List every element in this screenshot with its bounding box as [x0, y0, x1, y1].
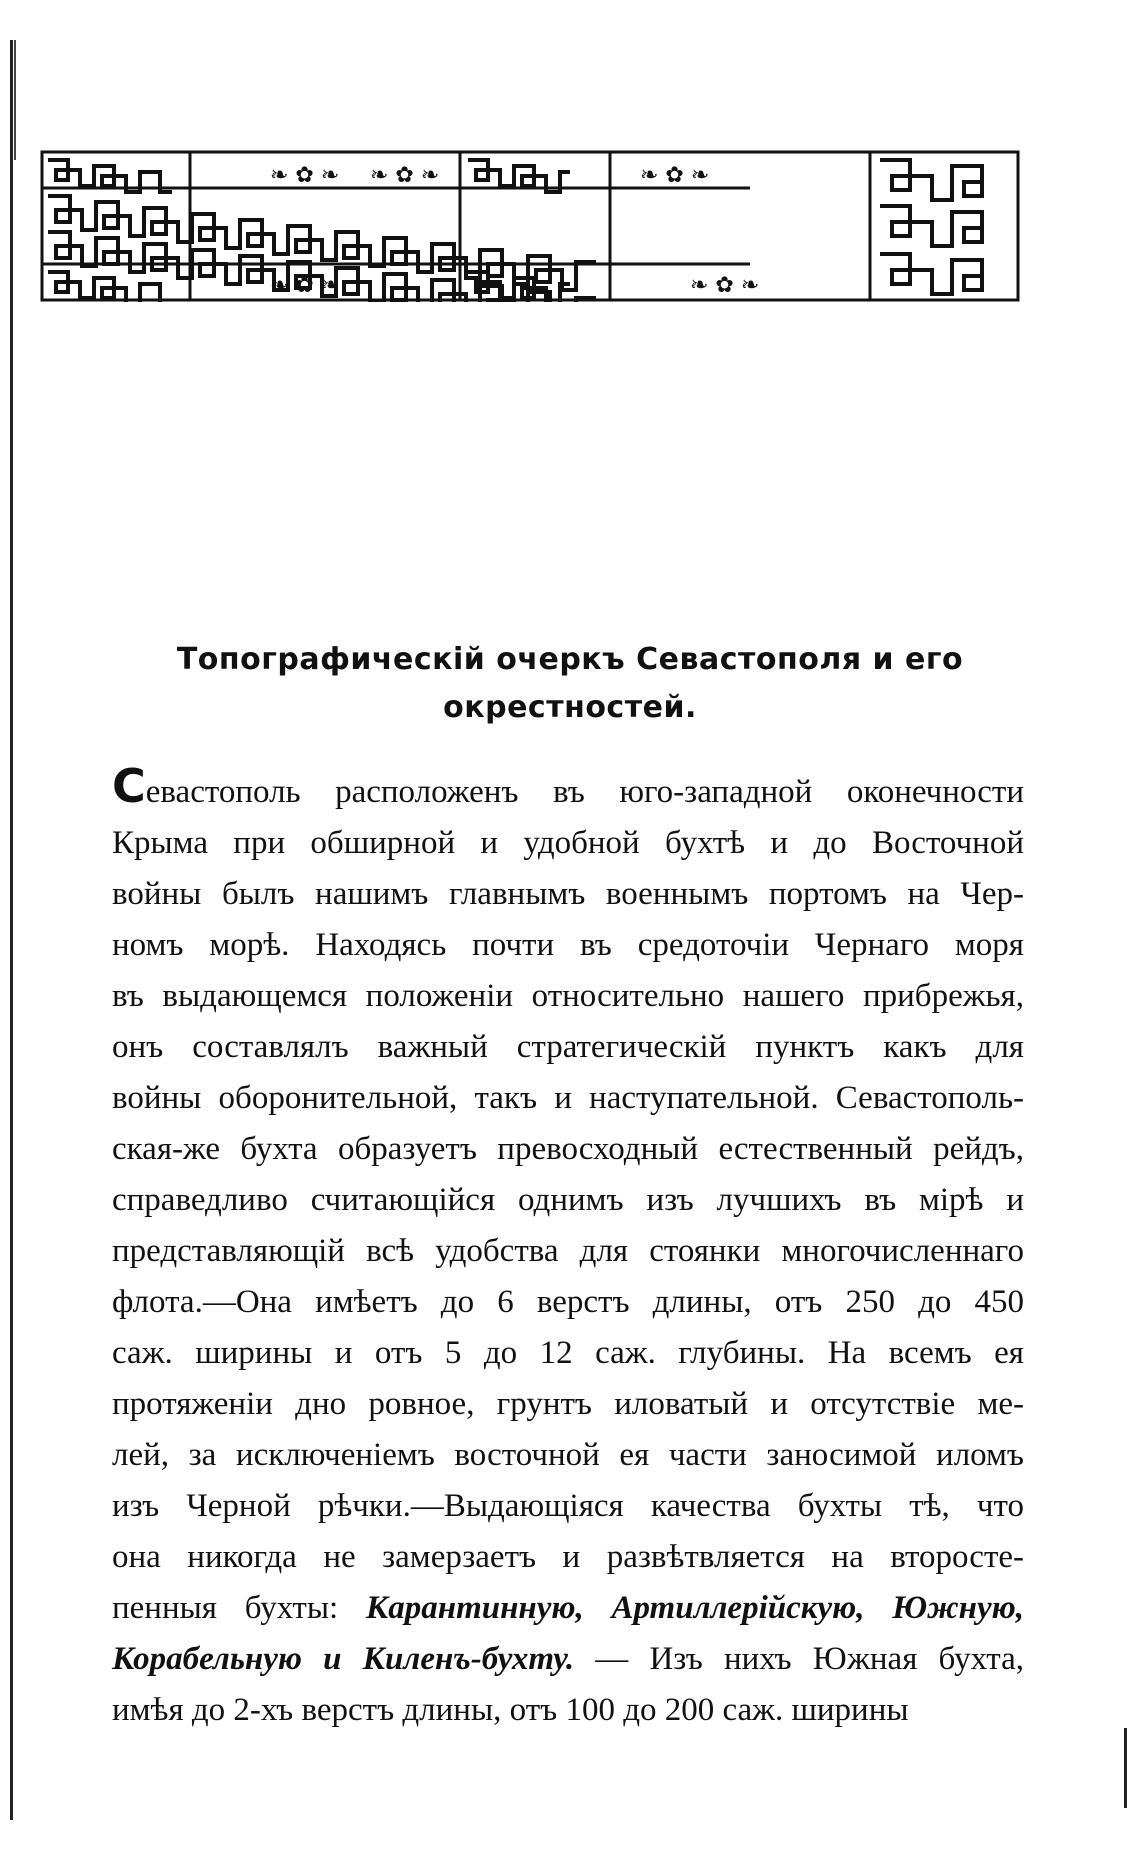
- text-line: имѣя до 2-хъ верстъ длины, отъ 100 до 200 саж. ширины: [112, 1692, 909, 1728]
- meander-bottom-left: [48, 272, 172, 302]
- text-line: саж. ширины и отъ 5 до 12 саж. глубины. На всемъ ея: [112, 1335, 1024, 1371]
- text-line: представляющій всѣ удобства для стоянки многочисленнаго: [112, 1233, 1024, 1269]
- text-line: Корабельную и Киленъ-бухту. — Изъ нихъ Южная бухта,: [112, 1641, 1024, 1677]
- body-paragraph: [112, 759, 1024, 1736]
- heading-line-1: Топографическій очеркъ Севастополя и его: [176, 642, 964, 677]
- floral-sprig-icon: ❧ ✿ ❧: [270, 163, 340, 188]
- text-line: справедливо считающійся однимъ изъ лучшихъ въ мірѣ и: [112, 1182, 1024, 1218]
- page-edge-left: [10, 40, 13, 1820]
- text-line: ская-же бухта образуетъ превосходный естественный рейдъ,: [112, 1131, 1024, 1167]
- heading-line-2: окрестностей.: [443, 690, 697, 725]
- text-line: Крыма при обширной и удобной бухтѣ и до Восточной: [112, 825, 1024, 861]
- text-line: войны оборонительной, такъ и наступательной. Севастополь-: [112, 1080, 1024, 1116]
- text-line: пенныя бухты: Карантинную, Артиллерійскую, Южную,: [112, 1590, 1024, 1626]
- article-heading: [70, 636, 1070, 732]
- ornamental-header-band: [40, 150, 1020, 302]
- bay-name: Карантинную,: [365, 1590, 584, 1626]
- text-line: флота.—Она имѣетъ до 6 верстъ длины, отъ 250 до 450: [112, 1284, 1024, 1320]
- floral-sprig-icon: ❧ ✿ ❧: [640, 163, 710, 188]
- text-line: онъ составлялъ важный стратегическій пунктъ какъ для: [112, 1029, 1024, 1065]
- text-line: Севастополь расположенъ въ юго-западной оконечности: [112, 759, 1024, 813]
- floral-sprig-icon: ❧ ✿ ❧: [270, 273, 340, 298]
- text-line: войны былъ нашимъ главнымъ военнымъ портомъ на Чер-: [112, 876, 1024, 912]
- meander-block-right: [880, 160, 984, 294]
- bay-name: Корабельную и Киленъ-бухту.: [112, 1641, 575, 1677]
- bay-name: Южную,: [892, 1590, 1024, 1626]
- text-line: лей, за исключеніемъ восточной ея части заносимой иломъ: [112, 1437, 1024, 1473]
- text-line: изъ Черной рѣчки.—Выдающіяся качества бухты тѣ, что: [112, 1488, 1024, 1524]
- text-line: въ выдающемся положеніи относительно нашего прибрежья,: [112, 978, 1024, 1014]
- text-line: протяженіи дно ровное, грунтъ иловатый и отсутствіе ме-: [112, 1386, 1024, 1422]
- text-line: она никогда не замерзаетъ и развѣтвляется на второсте-: [112, 1539, 1024, 1575]
- page-edge-right: [1124, 1728, 1127, 1808]
- text-line: номъ морѣ. Находясь почти въ средоточіи Чернаго моря: [112, 927, 1024, 963]
- drop-cap: С: [112, 759, 146, 813]
- page-edge-left-inner: [14, 40, 16, 160]
- bay-name: Артиллерійскую,: [611, 1590, 865, 1626]
- floral-sprig-icon: ❧ ✿ ❧: [370, 163, 440, 188]
- floral-sprig-icon: ❧ ✿ ❧: [690, 273, 760, 298]
